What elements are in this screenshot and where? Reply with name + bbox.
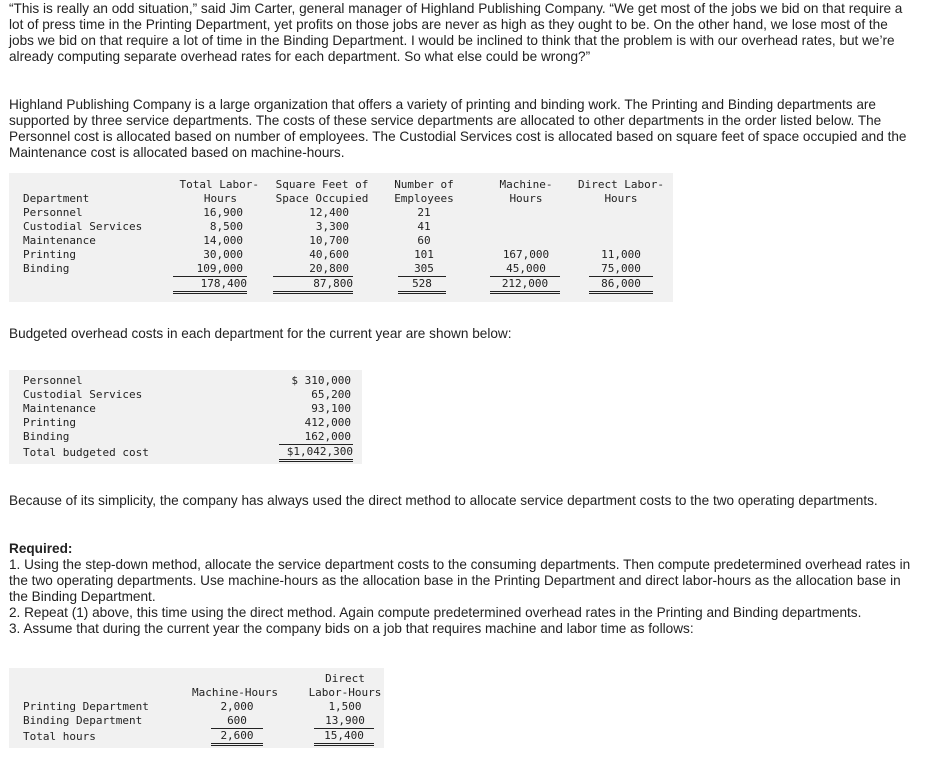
row-sqft: 40,600: [309, 248, 349, 261]
row-emp: 21: [417, 206, 431, 219]
budget-dept: Binding: [23, 430, 70, 443]
header-employees-2: Employees: [394, 192, 454, 205]
row-labor: 8,500: [209, 220, 243, 233]
row-emp: 101: [414, 248, 434, 261]
row-labor: 16,900: [203, 206, 243, 219]
row-sqft: 10,700: [309, 234, 349, 247]
header-machine-hours-2: Hours: [509, 192, 543, 205]
required-item-2: 2. Repeat (1) above, this time using the direct method. Again compute predetermined overhead rates in the Printing and Binding departments.: [9, 605, 862, 620]
job-hours-table: [9, 668, 384, 748]
required-section: [9, 541, 914, 637]
job-header-labor-hours: Labor-Hours: [308, 686, 382, 699]
row-mh: 45,000: [506, 262, 546, 275]
row-dept: Printing: [23, 248, 76, 261]
job-total-label: Total hours: [23, 730, 96, 743]
job-mh: 2,000: [220, 700, 254, 713]
budget-cost: $ 310,000: [291, 374, 351, 387]
row-sqft: 3,300: [315, 220, 349, 233]
row-dlh: 75,000: [601, 262, 641, 275]
because-paragraph: Because of its simplicity, the company has always used the direct method to allocate service department costs to the two operating departments.: [9, 493, 878, 508]
budget-cost: 412,000: [304, 416, 351, 429]
row-dept: Maintenance: [23, 234, 96, 247]
budget-cost: 162,000: [304, 430, 351, 443]
budget-cost: 65,200: [311, 388, 351, 401]
row-labor: 30,000: [203, 248, 243, 261]
allocation-table: [9, 173, 673, 302]
job-header-direct: Direct: [325, 672, 365, 685]
header-labor-hours-2: Hours: [203, 192, 237, 205]
row-labor: 109,000: [196, 262, 243, 275]
row-emp: 41: [417, 220, 431, 233]
job-dlh: 13,900: [325, 714, 365, 727]
row-labor: 14,000: [203, 234, 243, 247]
row-dept: Personnel: [23, 206, 83, 219]
budget-dept: Printing: [23, 416, 76, 429]
row-sqft: 20,800: [309, 262, 349, 275]
total-sqft: 87,800: [273, 276, 353, 294]
job-header-machine-hours: Machine-Hours: [191, 686, 279, 699]
header-direct-labor-2: Hours: [604, 192, 638, 205]
required-heading: Required:: [9, 541, 73, 556]
budget-total-label: Total budgeted cost: [23, 446, 149, 459]
budget-dept: Maintenance: [23, 402, 96, 415]
budget-total-value: $1,042,300: [279, 444, 353, 462]
row-emp: 305: [414, 262, 434, 275]
row-dept: Binding: [23, 262, 70, 275]
job-dept: Binding Department: [23, 714, 143, 727]
job-dept: Printing Department: [23, 700, 149, 713]
budget-intro: Budgeted overhead costs in each department for the current year are shown below:: [9, 326, 512, 341]
job-dlh: 1,500: [328, 700, 362, 713]
budget-table: [9, 370, 362, 464]
required-item-1: 1. Using the step-down method, allocate the service department costs to the consuming departments. Then compute predetermined overhead rates in the two operating departments. Use machine-hours as the allocation base in the Printing Department and direct labor-hours as the allocation base in the Binding Department.: [9, 557, 911, 604]
row-sqft: 12,400: [309, 206, 349, 219]
required-item-3: 3. Assume that during the current year the company bids on a job that requires machine and labor time as follows:: [9, 621, 694, 636]
header-machine-hours-1: Machine-: [499, 178, 553, 191]
job-total-mh: 2,600: [211, 728, 263, 746]
total-labor: 178,400: [173, 276, 247, 294]
header-direct-labor-1: Direct Labor-: [577, 178, 665, 191]
header-department: Department: [23, 192, 90, 205]
budget-cost: 93,100: [311, 402, 351, 415]
total-dlh: 86,000: [589, 276, 653, 294]
budget-dept: Custodial Services: [23, 388, 143, 401]
row-mh: 167,000: [502, 248, 550, 261]
total-mh: 212,000: [490, 276, 560, 294]
quote-paragraph: “This is really an odd situation,” said Jim Carter, general manager of Highland Publishing Company. “We get most of the jobs we bid on that require a lot of press time in the Printing Department, yet profits on those jobs are never as high as they ought to be. On the other hand, we lose most of the jobs we bid on that require a lot of time in the Binding Department. I would be inclined to think that the problem is with our overhead rates, but we’re already computing separate overhead rates for each department. So what else could be wrong?”: [9, 1, 903, 64]
header-employees-1: Number of: [394, 178, 454, 191]
row-dept: Custodial Services: [23, 220, 143, 233]
row-dlh: 11,000: [601, 248, 641, 261]
header-square-feet-1: Square Feet of: [275, 178, 369, 191]
budget-dept: Personnel: [23, 374, 83, 387]
intro-paragraph: Highland Publishing Company is a large organization that offers a variety of printing and binding work. The Printing and Binding departments are supported by three service departments. The costs of these service departments are allocated to other departments in the order listed below. The Personnel cost is allocated based on number of employees. The Custodial Services cost is allocated based on square feet of space occupied and the Maintenance cost is allocated based on machine-hours.: [9, 97, 907, 160]
row-emp: 60: [417, 234, 431, 247]
header-labor-hours-1: Total Labor-: [179, 178, 259, 191]
total-emp: 528: [398, 276, 446, 294]
job-mh: 600: [227, 714, 247, 727]
header-square-feet-2: Space Occupied: [275, 192, 369, 205]
job-total-dlh: 15,400: [314, 728, 374, 746]
